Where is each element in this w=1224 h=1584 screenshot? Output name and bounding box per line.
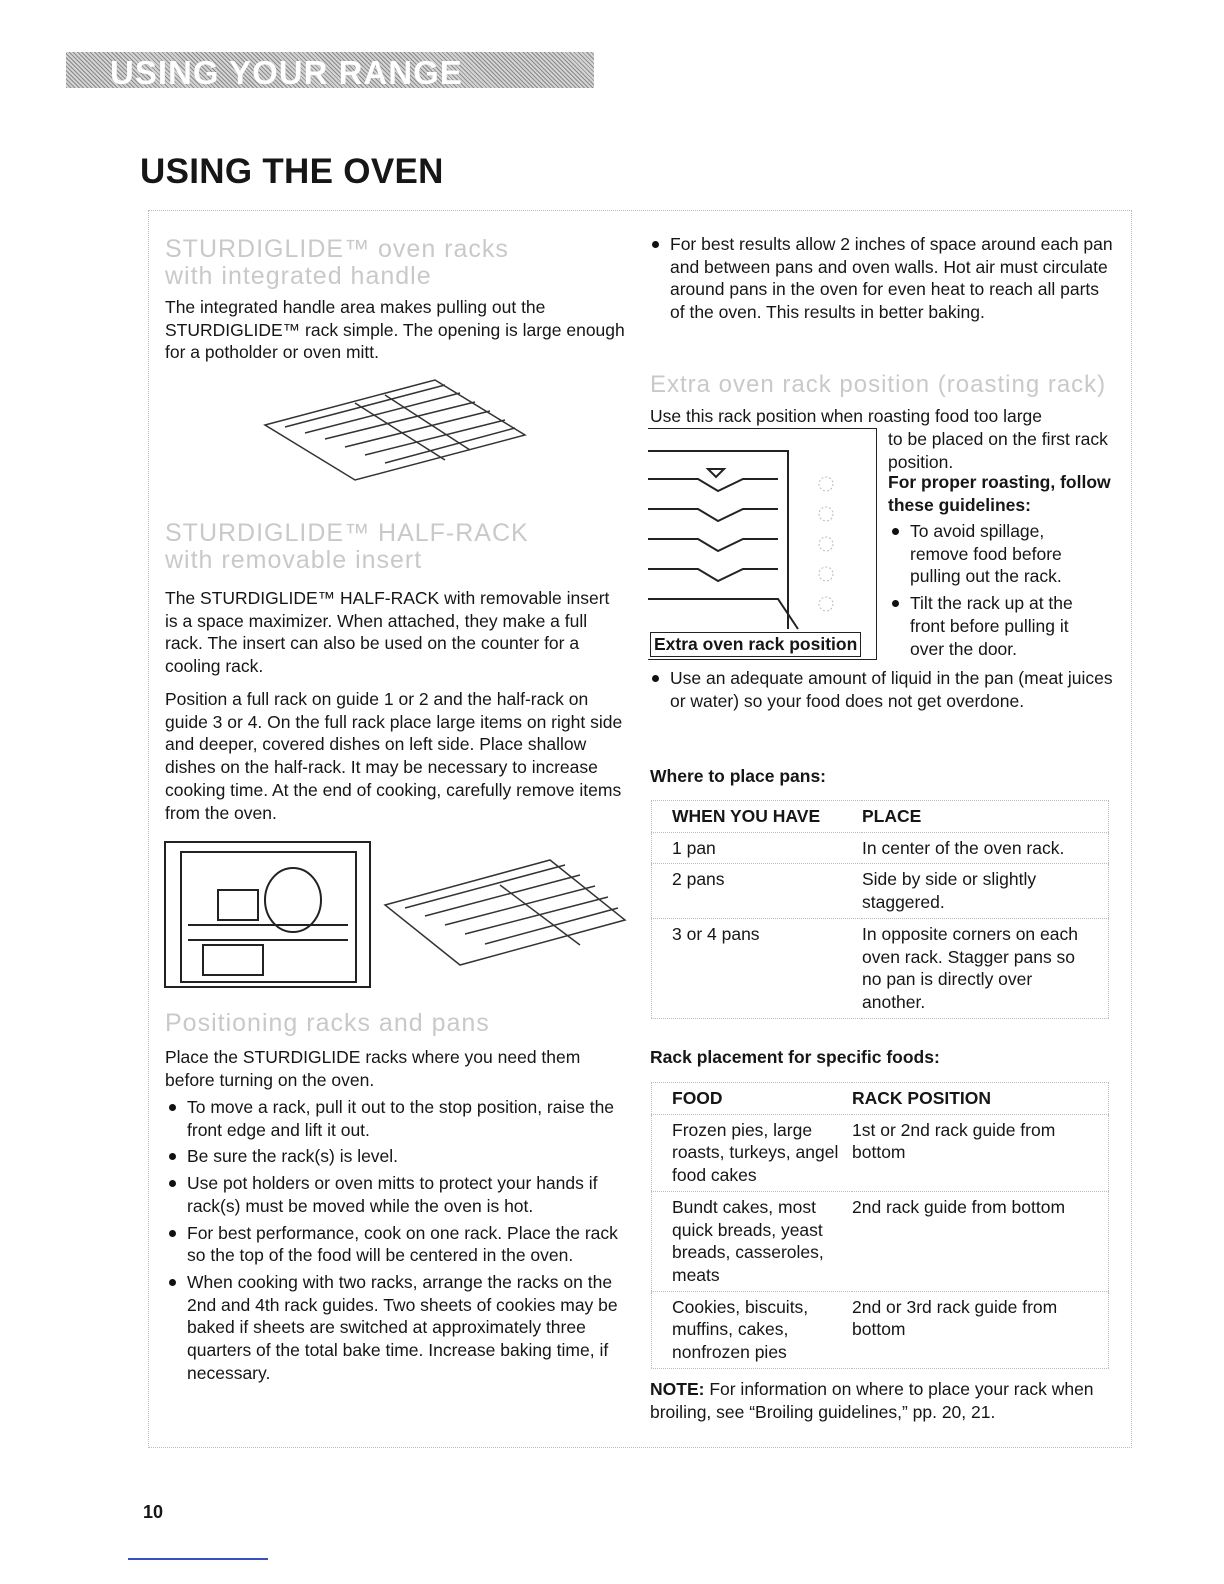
space-bullet [648, 233, 1118, 328]
bullet-item: To avoid spillage, remove food before pulling out the rack. [888, 520, 1103, 588]
figure-caption: Extra oven rack position [650, 632, 861, 657]
paragraph-half-rack: The STURDIGLIDE™ HALF-RACK with removable insert is a space maximizer. When attached, they make a full rack. The insert can also be used on the counter for a cooling rack. [165, 588, 610, 677]
bullet-item: For best results allow 2 inches of space around each pan and between pans and oven walls. Hot air must circulate around pans in the oven for even heat to reach all parts of the oven. This results in better baking. [648, 233, 1118, 324]
heading-integrated-handle: STURDIGLIDE™ oven racks with integrated handle [165, 235, 509, 290]
bullet-item: For best performance, cook on one rack. Place the rack so the top of the food will be centered in the oven. [165, 1222, 630, 1267]
footer-rule [128, 1558, 268, 1560]
heading-half-rack: STURDIGLIDE™ HALF-RACK with removable insert [165, 519, 529, 574]
pans-table-title: Where to place pans: [650, 766, 827, 786]
banner-text: USING YOUR RANGE [110, 54, 463, 91]
table-row [652, 832, 1109, 864]
rack-guides-illustration [648, 429, 876, 639]
cell: Bundt cakes, most quick breads, yeast breads, casseroles, meats [652, 1191, 853, 1291]
cell: Cookies, biscuits, muffins, cakes, nonfrozen pies [652, 1291, 853, 1368]
foods-table-title: Rack placement for specific foods: [650, 1047, 940, 1067]
bullet-item: Tilt the rack up at the front before pulling it over the door. [888, 592, 1103, 660]
half-rack-illustration [380, 850, 630, 970]
column-header: PLACE [862, 801, 1109, 833]
cell: Frozen pies, large roasts, turkeys, angel food cakes [652, 1114, 853, 1191]
roasting-guidelines-title: For proper roasting, follow these guidelines: [888, 472, 1111, 515]
paragraph-handle: The integrated handle area makes pulling out the STURDIGLIDE™ rack simple. The opening is large enough for a potholder or oven mitt. [165, 297, 625, 363]
paragraph-roasting-b: to be placed on the first rack position. [888, 429, 1108, 472]
table-row [652, 918, 1109, 1018]
pans-table [651, 800, 1109, 1019]
bullet-item: Use an adequate amount of liquid in the pan (meat juices or water) so your food does not get overdone. [648, 667, 1113, 712]
bullet-item: When cooking with two racks, arrange the racks on the 2nd and 4th rack guides. Two sheets of cookies may be baked if sheets are switched at approximately three quarters of the total bake time. Increase baking time, if necessary. [165, 1271, 630, 1385]
oven-interior-illustration [163, 840, 373, 990]
roasting-bullets [888, 520, 1103, 664]
oven-rack-illustration [255, 375, 535, 485]
broiling-note [650, 1378, 1115, 1423]
liquid-bullet [648, 667, 1113, 716]
table-row [652, 1114, 1109, 1191]
foods-table [651, 1082, 1109, 1369]
cell: 1st or 2nd rack guide from bottom [852, 1114, 1109, 1191]
cell: 3 or 4 pans [652, 918, 863, 1018]
cell: In opposite corners on each oven rack. Stagger pans so no pan is directly over another. [862, 918, 1109, 1018]
note-label: NOTE: [650, 1379, 705, 1399]
page-number: 10 [143, 1502, 164, 1522]
bullet-item: To move a rack, pull it out to the stop position, raise the front edge and lift it out. [165, 1096, 630, 1141]
section-banner [66, 52, 594, 91]
cell: In center of the oven rack. [862, 832, 1109, 864]
bullet-item: Be sure the rack(s) is level. [165, 1145, 630, 1168]
cell: 1 pan [652, 832, 863, 864]
cell: Side by side or slightly staggered. [862, 864, 1109, 918]
bullet-item: Use pot holders or oven mitts to protect your hands if rack(s) must be moved while the oven is hot. [165, 1172, 630, 1217]
heading-extra-rack: Extra oven rack position (roasting rack) [650, 371, 1107, 398]
cell: 2nd rack guide from bottom [852, 1191, 1109, 1291]
table-row [652, 1291, 1109, 1368]
positioning-bullets [165, 1096, 630, 1388]
column-header: FOOD [652, 1083, 853, 1115]
note-text: For information on where to place your rack when broiling, see “Broiling guidelines,” pp. 20, 21. [650, 1379, 1094, 1422]
heading-positioning: Positioning racks and pans [165, 1009, 490, 1037]
roasting-rack-figure [648, 428, 877, 660]
paragraph-place-racks: Place the STURDIGLIDE racks where you need them before turning on the oven. [165, 1047, 581, 1090]
paragraph-position: Position a full rack on guide 1 or 2 and the half-rack on guide 3 or 4. On the full rack place large items on right side and deeper, covered dishes on left side. Place shallow dishes on the half-rack. It may be necessary to increase cooking time. At the end of cooking, carefully remove items from the oven. [165, 689, 623, 823]
column-header: RACK POSITION [852, 1083, 1109, 1115]
column-header: WHEN YOU HAVE [652, 801, 863, 833]
paragraph-roasting-a: Use this rack position when roasting food too large [650, 406, 1043, 426]
table-row [652, 864, 1109, 918]
cell: 2 pans [652, 864, 863, 918]
table-row [652, 1191, 1109, 1291]
cell: 2nd or 3rd rack guide from bottom [852, 1291, 1109, 1368]
page-title: USING THE OVEN [140, 152, 444, 191]
